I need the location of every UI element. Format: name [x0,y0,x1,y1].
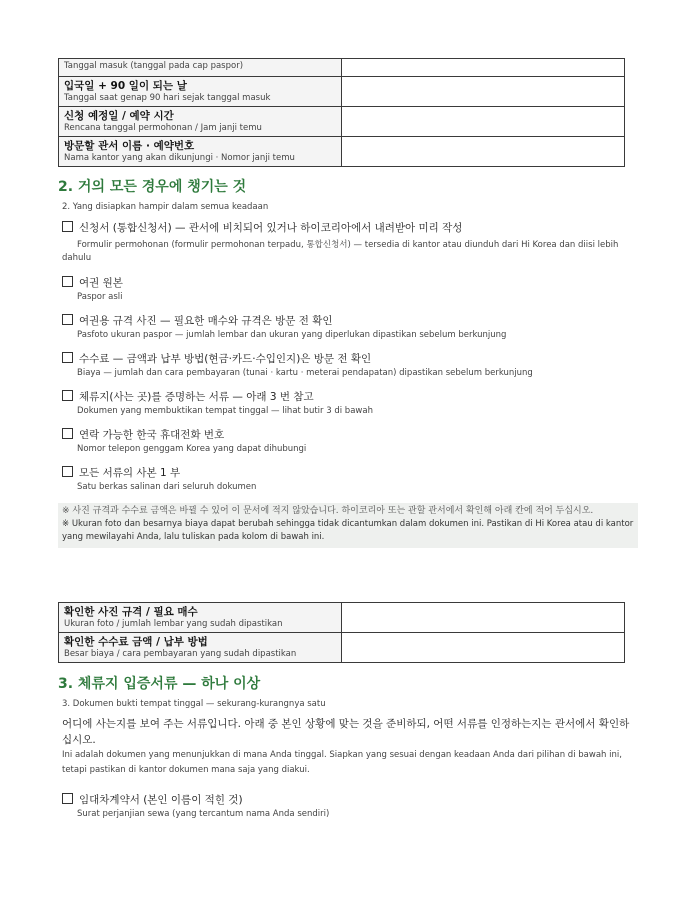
entry-date-field[interactable] [342,59,625,77]
section-3-intro [62,716,630,778]
checklist-item [62,314,632,342]
note-box [58,503,638,548]
item-korean: 신청서 (통합신청서) — 관서에 비치되어 있거나 하이코리아에서 내려받아 미리 작성 [79,222,463,234]
intro-korean: 어디에 사는지를 보여 주는 서류입니다. 아래 중 본인 상황에 맞는 것을 준비하되, 어떤 서류를 인정하는지는 관서에서 확인하십시오. [62,718,630,746]
checkbox-icon[interactable] [62,390,73,401]
checklist-item [62,221,632,265]
label-korean: 방문할 관서 이름 · 예약번호 [64,140,195,152]
checklist-item [62,276,632,304]
table-label-cell [59,107,342,137]
label-korean: 입국일 + 90 일이 되는 날 [64,80,187,92]
item-translation: Paspor asli [77,292,123,302]
label-korean: 확인한 사진 규격 / 필요 매수 [64,606,198,618]
checkbox-icon[interactable] [62,466,73,477]
item-korean: 임대차계약서 (본인 이름이 적힌 것) [79,794,243,806]
day-90-field[interactable] [342,77,625,107]
table-label-cell [59,59,342,77]
fee-field[interactable] [342,633,625,663]
label-translation: Tanggal saat genap 90 hari sejak tanggal masuk [64,93,271,103]
label-translation: Rencana tanggal permohonan / Jam janji temu [64,123,262,133]
table-row [59,137,625,167]
checklist-item [62,390,632,418]
item-translation: Dokumen yang membuktikan tempat tinggal — lihat butir 3 di bawah [77,406,373,416]
label-translation: Ukuran foto / jumlah lembar yang sudah dipastikan [64,619,283,629]
item-korean: 여권 원본 [79,277,123,289]
item-translation: Biaya — jumlah dan cara pembayaran (tunai · kartu · meterai pendapatan) dipastikan sebelum berkunjung [77,368,533,378]
table-label-cell [59,633,342,663]
section-3-subtitle: 3. Dokumen bukti tempat tinggal — sekurang-kurangnya satu [62,699,326,709]
section-2-subtitle: 2. Yang disiapkan hampir dalam semua keadaan [62,202,269,212]
item-korean: 모든 서류의 사본 1 부 [79,467,181,479]
table-label-cell [59,137,342,167]
label-korean: 신청 예정일 / 예약 시간 [64,110,174,122]
table-label-cell [59,603,342,633]
label-translation: Tanggal masuk (tanggal pada cap paspor) [64,61,244,71]
item-translation: Pasfoto ukuran paspor — jumlah lembar dan ukuran yang diperlukan dipastikan sebelum berkunjung [77,330,507,340]
section-3-title: 3. 체류지 입증서류 — 하나 이상 [58,676,261,692]
item-translation: Nomor telepon genggam Korea yang dapat dihubungi [77,444,307,454]
item-korean: 체류지(사는 곳)를 증명하는 서류 — 아래 3 번 참고 [79,391,314,403]
table-row [59,59,625,77]
table-row [59,603,625,633]
item-korean: 연락 가능한 한국 휴대전화 번호 [79,429,225,441]
label-translation: Besar biaya / cara pembayaran yang sudah dipastikan [64,649,297,659]
photo-spec-field[interactable] [342,603,625,633]
application-date-field[interactable] [342,107,625,137]
checklist-item [62,793,632,821]
info-table-dates [58,58,625,167]
checklist-item [62,352,632,380]
office-reservation-field[interactable] [342,137,625,167]
checklist-item [62,466,632,494]
label-korean: 확인한 수수료 금액 / 납부 방법 [64,636,208,648]
item-korean: 여권용 규격 사진 — 필요한 매수와 규격은 방문 전 확인 [79,315,333,327]
item-korean: 수수료 — 금액과 납부 방법(현금·카드·수입인지)은 방문 전 확인 [79,353,372,365]
checklist-item [62,428,632,456]
item-translation: Surat perjanjian sewa (yang tercantum nama Anda sendiri) [77,809,330,819]
table-row [59,107,625,137]
checkbox-icon[interactable] [62,352,73,363]
note-korean: ※ 사진 규격과 수수료 금액은 바뀔 수 있어 이 문서에 적지 않았습니다. 하이코리아 또는 관할 관서에서 확인해 아래 칸에 적어 두십시오. [62,506,594,516]
label-translation: Nama kantor yang akan dikunjungi · Nomor janji temu [64,153,295,163]
item-translation: Formulir permohonan (formulir permohonan terpadu, 통합신청서) — tersedia di kantor atau diunduh dari Hi Korea dan diisi lebih dahulu [62,240,619,263]
item-translation: Satu berkas salinan dari seluruh dokumen [77,482,257,492]
checkbox-icon[interactable] [62,793,73,804]
note-translation: ※ Ukuran foto dan besarnya biaya dapat berubah sehingga tidak dicantumkan dalam dokumen ini. Pastikan di Hi Korea atau di kantor yang mewilayahi Anda, lalu tuliskan pada kolom di bawah ini. [62,519,634,542]
intro-translation: Ini adalah dokumen yang menunjukkan di mana Anda tinggal. Siapkan yang sesuai dengan keadaan Anda dari pilihan di bawah ini, tetapi pastikan di kantor dokumen mana saja yang diakui. [62,750,622,775]
checkbox-icon[interactable] [62,276,73,287]
info-table-confirmed [58,602,625,663]
checkbox-icon[interactable] [62,314,73,325]
table-row [59,633,625,663]
checkbox-icon[interactable] [62,221,73,232]
table-label-cell [59,77,342,107]
table-row [59,77,625,107]
section-2-title: 2. 거의 모든 경우에 챙기는 것 [58,179,247,195]
checkbox-icon[interactable] [62,428,73,439]
